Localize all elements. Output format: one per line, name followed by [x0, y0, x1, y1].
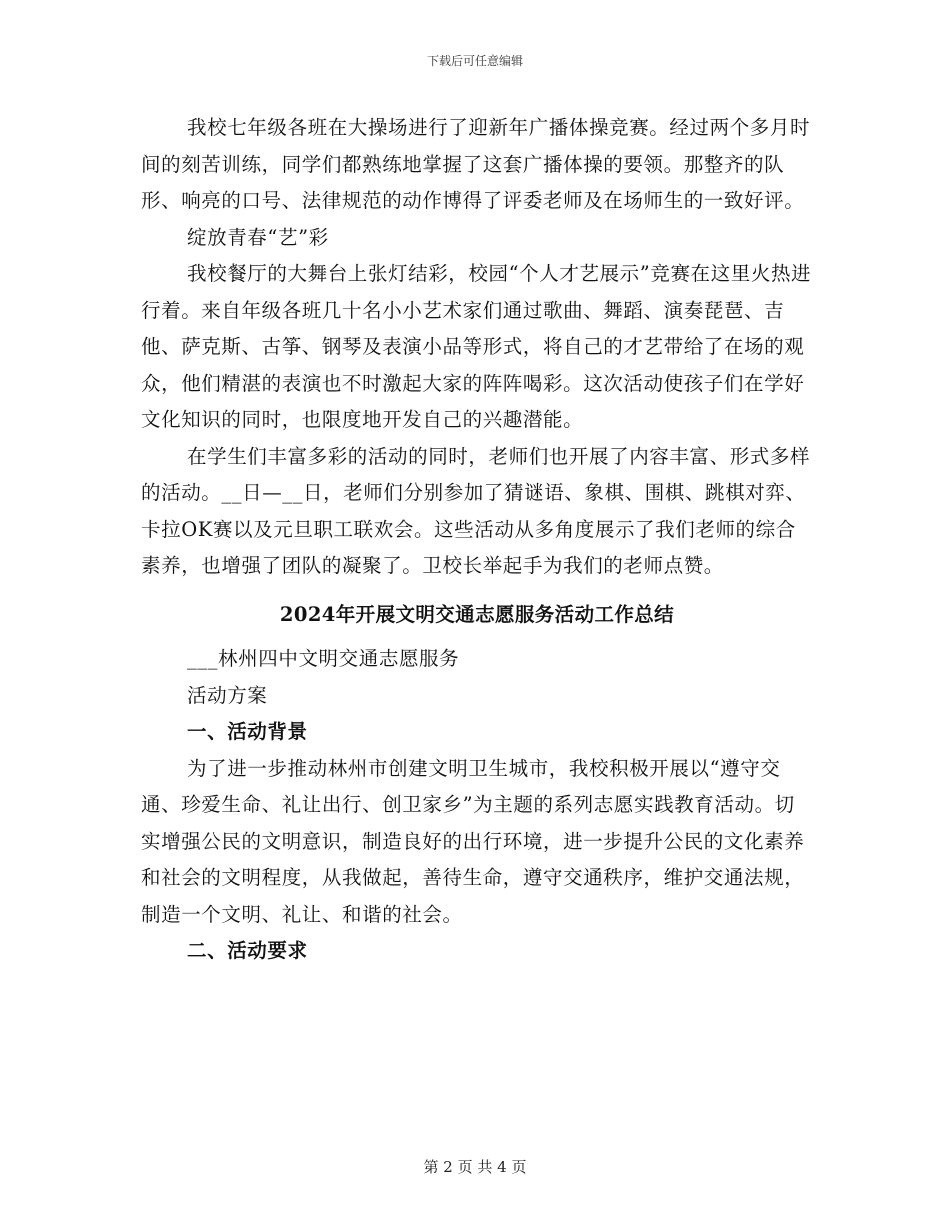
paragraph-broadcast-exercise: 我校七年级各班在大操场进行了迎新年广播体操竞赛。经过两个多月时间的刻苦训练，同学们都熟练地掌握了这套广播体操的要领。那整齐的队形、响亮的口号、法律规范的动作博得了评委老师及在场师生的一致好评。 [141, 116, 811, 212]
paragraph-background: 为了进一步推动林州市创建文明卫生城市，我校积极开展以“遵守交通、珍爱生命、礼让出行、创卫家乡”为主题的系列志愿实践教育活动。切实增强公民的文明意识，制造良好的出行环境，进一步提升公民的文化素养和社会的文明程度，从我做起，善待生命，遵守交通秩序，维护交通法规，制造一个文明、礼让、和谐的社会。 [141, 756, 805, 926]
paragraph-talent-show: 我校餐厅的大舞台上张灯结彩，校园“个人才艺展示”竞赛在这里火热进行着。来自年级各班几十名小小艺术家们通过歌曲、舞蹈、演奏琵琶、吉他、萨克斯、古筝、钢琴及表演小品等形式，将自己的才艺带给了在场的观众，他们精湛的表演也不时激起大家的阵阵喝彩。这次活动使孩子们在学好文化知识的同时，也限度地开发自己的兴趣潜能。 [141, 262, 812, 431]
page-header: 下载后可任意编辑 [426, 54, 523, 68]
heading-requirements: 二、活动要求 [187, 939, 308, 962]
page-footer: 第 2 页 共 4 页 [423, 1158, 527, 1176]
document-title: 2024年开展文明交通志愿服务活动工作总结 [279, 602, 675, 626]
paragraph-teacher-activities: 在学生们丰富多彩的活动的同时，老师们也开展了内容丰富、形式多样的活动。__日—__日，老师们分别参加了猜谜语、象棋、围棋、跳棋对弈、卡拉OK赛以及元旦职工联欢会。这些活动从多角度展示了我们老师的综合素养，也增强了团队的凝聚了。卫校长举起手为我们的老师点赞。 [141, 444, 811, 577]
subheading-plan: 活动方案 [187, 683, 268, 707]
heading-background: 一、活动背景 [187, 720, 308, 743]
subheading-school: ___林州四中文明交通志愿服务 [187, 647, 460, 670]
document-body [141, 110, 813, 970]
section-subtitle-art: 绽放青春“艺”彩 [187, 225, 329, 249]
